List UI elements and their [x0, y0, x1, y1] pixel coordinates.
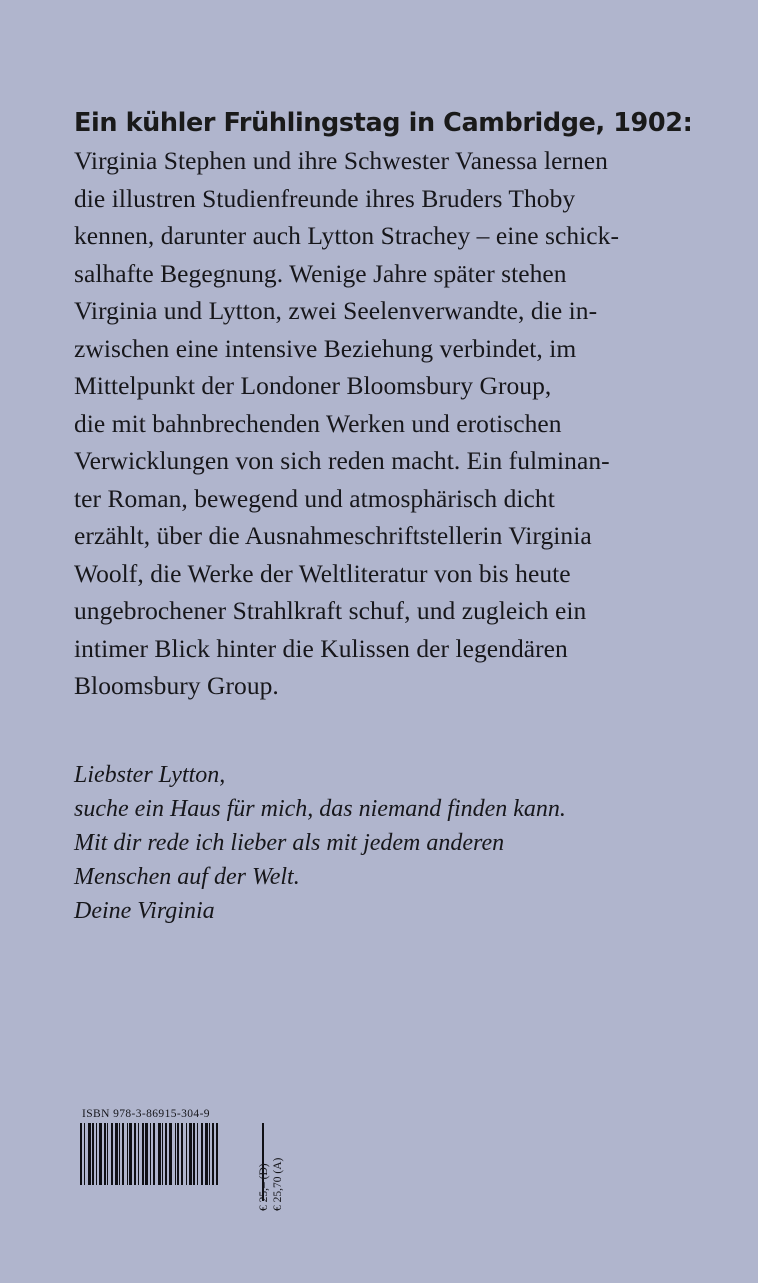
blurb-line: erzählt, über die Ausnahmeschriftstellerin Virginia [74, 521, 592, 551]
blurb-line: kennen, darunter auch Lytton Strachey – eine schick- [74, 221, 619, 251]
blurb-line: zwischen eine intensive Beziehung verbindet, im [74, 333, 577, 363]
blurb-line: intimer Blick hinter die Kulissen der legendären [74, 633, 568, 663]
blurb-line: die mit bahnbrechenden Werken und erotischen [74, 408, 562, 438]
barcode-wrap [80, 1123, 288, 1211]
quote-line: Deine Virginia [74, 898, 215, 924]
blurb-body [74, 142, 694, 705]
price-de: € 25,– (D) [258, 1163, 270, 1211]
blurb-line: ter Roman, bewegend und atmosphärisch dicht [74, 483, 555, 513]
isbn-text: ISBN 978-3-86915-304-9 [82, 1108, 210, 1120]
blurb-line: Mittelpunkt der Londoner Bloomsbury Group, [74, 371, 552, 401]
barcode-block [80, 1108, 290, 1211]
quote-line: Menschen auf der Welt. [74, 864, 300, 890]
blurb-line: ungebrochener Strahlkraft schuf, und zugleich ein [74, 596, 587, 626]
blurb-line: salhafte Begegnung. Wenige Jahre später stehen [74, 258, 567, 288]
blurb-headline: Ein kühler Frühlingstag in Cambridge, 1902: [74, 108, 693, 138]
blurb-line: Virginia Stephen und ihre Schwester Vanessa lernen [74, 146, 608, 176]
price-at: € 25,70 (A) [272, 1157, 284, 1211]
quote-line: Mit dir rede ich lieber als mit jedem anderen [74, 830, 505, 856]
blurb-line: Bloomsbury Group. [74, 671, 279, 701]
quote-line: suche ein Haus für mich, das niemand finden kann. [74, 796, 566, 822]
quote-line: Liebster Lytton, [74, 762, 226, 788]
price-side-panel [258, 1123, 306, 1211]
blurb-line: Verwicklungen von sich reden macht. Ein fulminan- [74, 446, 610, 476]
blurb-line: Woolf, die Werke der Weltliteratur von bis heute [74, 558, 571, 588]
barcode-bars [80, 1123, 258, 1185]
blurb-block [74, 108, 694, 705]
blurb-line: Virginia und Lytton, zwei Seelenverwandte, die in- [74, 296, 598, 326]
quote-block [74, 758, 694, 928]
blurb-line: die illustren Studienfreunde ihres Bruders Thoby [74, 183, 576, 213]
